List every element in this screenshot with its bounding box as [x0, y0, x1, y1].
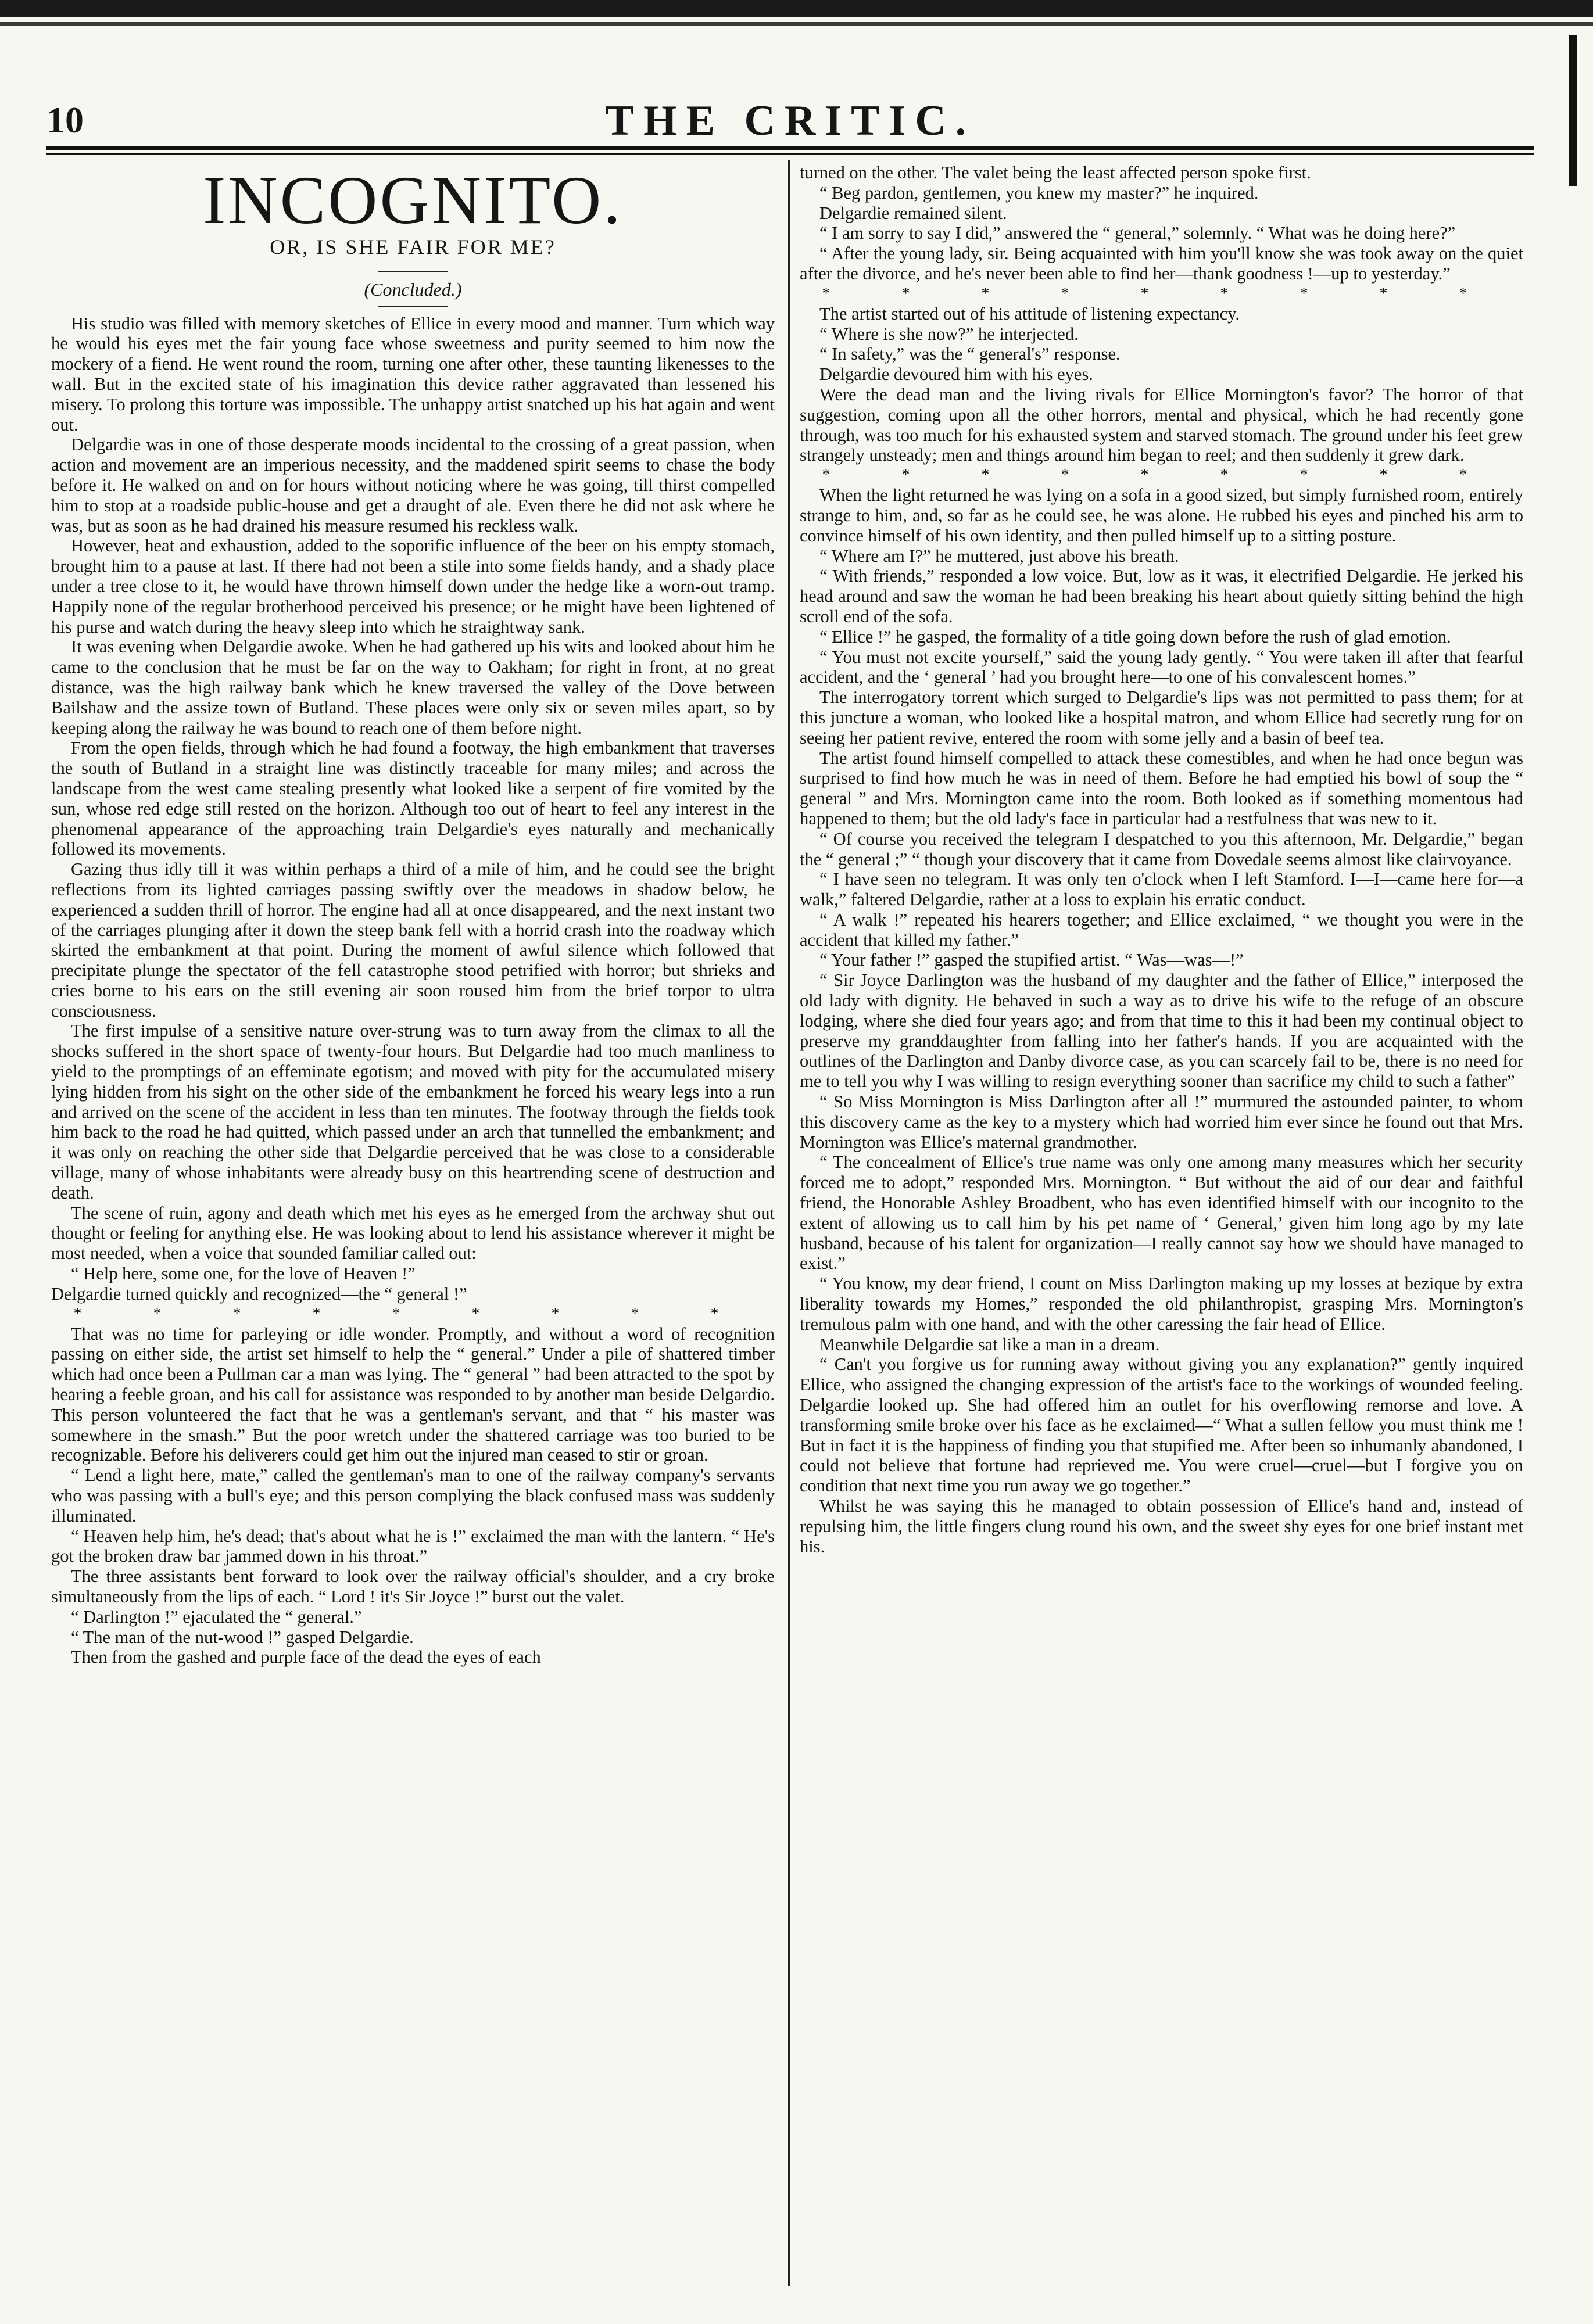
paragraph: “ You know, my dear friend, I count on Miss Darlington making up my losses at bezique by extra liberality towards my Homes,” responded the old philanthropist, grasping Mrs. Mornington's tremulous palm with one hand, and with the other caressing the fair head of Ellice. [800, 1274, 1523, 1334]
scan-top-border-thin [0, 22, 1593, 26]
paragraph: The artist started out of his attitude of listening expectancy. [819, 303, 1240, 324]
paragraph: The interrogatory torrent which surged to Delgardie's lips was not permitted to pass them; for at this juncture a woman, who looked like a hospital matron, and whom Ellice had secretly rung for on seeing her patient revive, entered the room with some jelly and a basin of beef tea. [800, 687, 1523, 748]
paragraph: Delgardie was in one of those desperate moods incidental to the crossing of a great passion, when action and movement are an imperious necessity, and the maddened spirit seems to chase the body before it. He walked on and on for hours without noticing where he was going, till thirst compelled him to stop at a roadside public-house and get a draught of ale. Even there he did not ask where he was, but as soon as he had drained his measure resumed his reckless walk. [51, 435, 775, 536]
paragraph: “ Where am I?” he muttered, just above his breath. [819, 546, 1179, 566]
paragraph: “ So Miss Mornington is Miss Darlington after all !” murmured the astounded painter, to whom this discovery came as the key to a mystery which had worried him ever since he found out that Mrs. Mornington was Ellice's maternal grandmother. [800, 1092, 1523, 1152]
section-break-stars: * * * * * * * * * [822, 466, 1501, 485]
paragraph: “ The concealment of Ellice's true name was only one among many measures which her security forced me to adopt,” responded Mrs. Mornington. “ But without the aid of our dear and faithful friend, the Honorable Ashley Broadbent, who has even identified himself with our incognito to the extent of allowing us to call him by his pet name of ‘ General,’ given him long ago by my late husband, because of his talent for organization—I really cannot say how we should have managed to exist.” [800, 1152, 1523, 1274]
paragraph: “ Darlington !” ejaculated the “ general.” [71, 1606, 362, 1627]
paragraph: Whilst he was saying this he managed to obtain possession of Ellice's hand and, instead of repulsing him, the little fingers clung round his own, and the sweet shy eyes for one brief instant met his. [800, 1496, 1523, 1556]
section-break-stars: * * * * * * * * * [822, 284, 1501, 303]
masthead: THE CRITIC. [605, 97, 976, 145]
paragraph: “ After the young lady, sir. Being acquainted with him you'll know she was took away on the quiet after the divorce, and he's never been able to find her—thank goodness !—up to yesterday.” [800, 243, 1523, 284]
paragraph: “ Of course you received the telegram I despatched to you this afternoon, Mr. Delgardie,” began the “ general ;” “ though your discovery that it came from Dovedale seems almost like clairvoyance. [800, 829, 1523, 869]
title-rule [378, 271, 448, 272]
left-column [51, 163, 775, 2289]
paragraph: “ Ellice !” he gasped, the formality of a title going down before the rush of glad emotion. [819, 626, 1451, 647]
paragraph: Delgardie turned quickly and recognized—the “ general !” [51, 1283, 467, 1304]
paragraph: Delgardie remained silent. [819, 203, 1007, 223]
article-title: INCOGNITO. [203, 163, 623, 238]
paragraph: The artist found himself compelled to attack these comestibles, and when he had once begun was surprised to find how much he was in need of them. Before he had emptied his bowl of soup the “ general ” and Mrs. Mornington came into the room. Both looked as if something momentous had happened to them; but the old lady's face in particular had a restfulness that was new to it. [800, 748, 1523, 829]
paragraph: “ Where is she now?” he interjected. [819, 324, 1079, 344]
paragraph: When the light returned he was lying on a sofa in a good sized, but simply furnished room, entirely strange to him, and, so far as he could see, he was alone. He rubbed his eyes and pinched his arm to convince himself of his own identity, and then pulled himself up to a sitting posture. [800, 485, 1523, 546]
paragraph: turned on the other. The valet being the least affected person spoke first. [800, 163, 1311, 182]
paragraph: “ I am sorry to say I did,” answered the “ general,” solemnly. “ What was he doing here?” [819, 223, 1456, 243]
paragraph: “ I have seen no telegram. It was only ten o'clock when I left Stamford. I—I—came here for—a walk,” faltered Delgardie, rather at a loss to explain his erratic conduct. [800, 869, 1523, 910]
page-number: 10 [46, 99, 84, 141]
header-rule-thin [46, 153, 1534, 155]
scan-edge-mark [1569, 35, 1577, 186]
paragraph: However, heat and exhaustion, added to the soporific influence of the beer on his empty stomach, brought him to a pause at last. If there had not been a stile into some fields handy, and a shady place under a tree close to it, he would have thrown himself down under the hedge like a worn-out tramp. Happily none of the regular brotherhood perceived his presence; or he might have been lightened of his purse and watch during the heavy sleep into which he straightway sank. [51, 536, 775, 637]
paragraph: “ Help here, some one, for the love of Heaven !” [71, 1264, 416, 1284]
header-rule [46, 146, 1534, 150]
page-header [46, 93, 1534, 145]
paragraph: Meanwhile Delgardie sat like a man in a dream. [819, 1334, 1160, 1354]
paragraph: “ You must not excite yourself,” said the young lady gently. “ You were taken ill after that fearful accident, and the ‘ general ’ had you brought here—to one of his convalescent homes.” [800, 647, 1523, 687]
paragraph: The first impulse of a sensitive nature over-strung was to turn away from the climax to all the shocks suffered in the short space of twenty-four hours. But Delgardie had too much manliness to yield to the promptings of an effeminate egotism; and moved with pity for the accumulated misery lying hidden from his sight on the other side of the embankment he forced his weary legs into a run and arrived on the scene of the accident in less than ten minutes. The footway through the fields took him back to the road he had quitted, which passed under an arch that tunnelled the embankment; and it was only on reaching the other side that Delgardie perceived that he was close to a considerable village, many of whose inhabitants were already busy on this heartrending scene of destruction and death. [51, 1021, 775, 1203]
paragraph: “ Can't you forgive us for running away without giving you any explanation?” gently inquired Ellice, who assigned the changing expression of the artist's face to the workings of wounded feeling. Delgardie looked up. She had offered him an outlet for his overflowing remorse and love. A transforming smile broke over his face as he exclaimed—“ What a sullen fellow you must think me ! But in fact it is the happiness of finding you that stupified me. After been so inhumanly abandoned, I could not believe that fortune had reprieved me. You were cruel—cruel—but I forgive you on condition that next time you run away we go together.” [800, 1354, 1523, 1496]
column-divider [788, 160, 790, 2286]
paragraph: “ In safety,” was the “ general's” response. [819, 344, 1121, 364]
paragraph: “ Heaven help him, he's dead; that's about what he is !” exclaimed the man with the lantern. “ He's got the broken draw bar jammed down in his throat.” [51, 1526, 775, 1566]
paragraph: “ A walk !” repeated his hearers together; and Ellice exclaimed, “ we thought you were in the accident that killed my father.” [800, 909, 1523, 950]
paragraph: “ Lend a light here, mate,” called the gentleman's man to one of the railway company's servants who was passing with a bull's eye; and this person complying the black confused mass was suddenly illuminated. [51, 1465, 775, 1526]
paragraph: It was evening when Delgardie awoke. When he had gathered up his wits and looked about him he came to the conclusion that he must be far on the way to Oakham; for right in front, at no great distance, was the high railway bank which he knew traversed the valley of the Dove between Bailshaw and the assize town of Butland. These places were only six or seven miles apart, so by keeping along the railway he was bound to reach one of them before night. [51, 637, 775, 738]
section-break-stars: * * * * * * * * * [73, 1304, 753, 1323]
paragraph: “ Your father !” gasped the stupified artist. “ Was—was—!” [819, 950, 1244, 970]
paragraph: Gazing thus idly till it was within perhaps a third of a mile of him, and he could see the bright reflections from its lighted carriages passing swiftly over the meadows in shadow below, he experienced a sudden thrill of horror. The engine had all at once disappeared, and the next instant two of the carriages plunging after it down the steep bank fell with a horrid crash into the roadway which skirted the embankment at that point. During the moment of awful silence which followed that precipitate plunge the spectator of the fell catastrophe stood petrified with horror; but shrieks and cries borne to his ears on the still evening air soon roused him from the brief torpor to ultra consciousness. [51, 859, 775, 1021]
paragraph: His studio was filled with memory sketches of Ellice in every mood and manner. Turn which way he would his eyes met the fair young face whose sweetness and purity seemed to him now the mockery of a fiend. He went round the room, turning one after other, these taunting likenesses to the wall. But in the excited state of his imagination this device rather aggravated than lessened his misery. To prolong this torture was impossible. The unhappy artist snatched up his hat again and went out. [51, 313, 775, 435]
right-column [800, 163, 1523, 2289]
article-subtitle: OR, IS SHE FAIR FOR ME? [270, 235, 556, 259]
paragraph: From the open fields, through which he had found a footway, the high embankment that traverses the south of Butland in a straight line was distinctly traceable for many miles; and across the landscape from the west came stealing presently what looked like a serpent of fire vomited by the sun, whose red edge still rested on the horizon. Although too out of heart to feel any interest in the phenomenal appearance of the approaching train Delgardie's eyes naturally and mechanically followed its movements. [51, 738, 775, 859]
paragraph: “ The man of the nut-wood !” gasped Delgardie. [71, 1627, 414, 1647]
paragraph: That was no time for parleying or idle wonder. Promptly, and without a word of recognition passing on either side, the artist set himself to help the “ general.” Under a pile of shattered timber which had once been a Pullman car a man was lying. The “ general ” had been attracted to the spot by hearing a feeble groan, and his call for assistance was responded to by another man beside Delgardio. This person volunteered the fact that he was a gentleman's servant, and that “ his master was somewhere in the smash.” But the poor wretch under the shattered carriage was too buried to be recognizable. Before his deliverers could get him out the injured man ceased to stir or groan. [51, 1324, 775, 1465]
paragraph: “ Sir Joyce Darlington was the husband of my daughter and the father of Ellice,” interposed the old lady with dignity. He behaved in such a way as to drive his wife to the refuge of an obscure lodging, where she died four years ago; and from that time to this it had been my continual object to preserve my granddaughter from falling into her father's hands. If you are acquainted with the outlines of the Darlington and Danby divorce case, as you can scarcely fail to be, there is no need for me to tell you why I was willing to resign everything sooner than sacrifice my child to such a father” [800, 970, 1523, 1092]
paragraph: Delgardie devoured him with his eyes. [819, 364, 1093, 385]
paragraph: “ With friends,” responded a low voice. But, low as it was, it electrified Delgardie. He jerked his head around and saw the woman he had been breaking his heart about quietly sitting behind the high scroll end of the sofa. [800, 566, 1523, 626]
scan-top-border [0, 0, 1593, 17]
paragraph: “ Beg pardon, gentlemen, you knew my master?” he inquired. [819, 182, 1259, 203]
paragraph: Then from the gashed and purple face of the dead the eyes of each [71, 1647, 541, 1667]
concluded-rule [378, 306, 448, 307]
paragraph: The three assistants bent forward to look over the railway official's shoulder, and a cry broke simultaneously from the lips of each. “ Lord ! it's Sir Joyce !” burst out the valet. [51, 1566, 775, 1606]
paragraph: Were the dead man and the living rivals for Ellice Mornington's favor? The horror of that suggestion, coming upon all the other horrors, mental and physical, which he had recently gone through, was too much for his exhausted system and starved stomach. The ground under his feet grew strangely unsteady; men and things around him began to reel; and then suddenly it grew dark. [800, 384, 1523, 465]
concluded-note: (Concluded.) [364, 278, 462, 300]
paragraph: The scene of ruin, agony and death which met his eyes as he emerged from the archway shut out thought or feeling for anything else. He was looking about to lend his assistance wherever it might be most needed, when a voice that sounded familiar called out: [51, 1203, 775, 1264]
